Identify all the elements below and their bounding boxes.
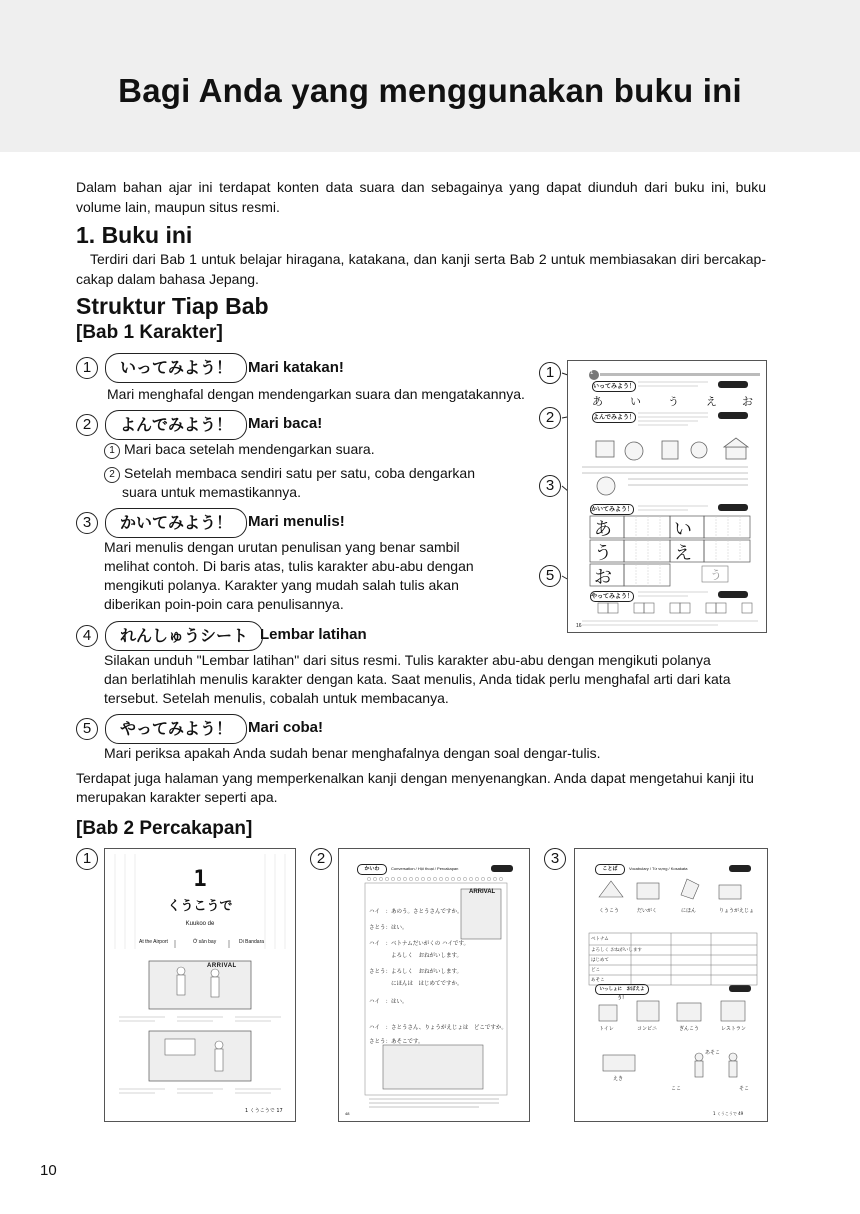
intro-paragraph: Dalam bahan ajar ini terdapat konten data suara dan sebagainya yang dapat diunduh dari buku ini, buku volume lain, maupun situs resmi. [76, 179, 766, 215]
sample-marker: 2 [539, 407, 561, 429]
lesson-sub-label: Di Bandara [239, 939, 265, 945]
demonstrative-word: そこ [739, 1086, 750, 1092]
writing-char: い [674, 519, 692, 540]
page-title: Bagi Anda yang menggunakan buku ini [118, 72, 742, 109]
step-text: tersebut. Setelah menulis, cobalah untuk membacanya. [104, 690, 449, 706]
sample-marker: 3 [544, 848, 566, 870]
writing-char: え [674, 543, 692, 564]
writing-char: う [594, 543, 612, 564]
vocab-word: りょうがえじょ [719, 908, 755, 914]
closing-text: Terdapat juga halaman yang memperkenalkan kanji dengan menyenangkan. Anda dapat mengetahui kanji itu [76, 770, 754, 786]
sample-page-number: 16 [576, 623, 582, 629]
dialogue-line: さとう：よろしく おねがいします。 [369, 969, 463, 975]
place-word: トイレ [599, 1026, 614, 1032]
step-text: Mari periksa apakah Anda sudah benar menghafalnya dengan soal dengar-tulis. [104, 745, 601, 761]
sample-marker: 5 [539, 565, 561, 587]
substep-number: 2 [104, 467, 120, 483]
step-text: Mari menulis dengan urutan penulisan yang benar sambil [104, 539, 460, 555]
step-label: Mari menulis! [248, 513, 345, 530]
mini-pill: やってみよう！ [591, 593, 634, 600]
step-number: 5 [76, 718, 98, 740]
sample-page-number: 1 くうこうで 49 [713, 1111, 744, 1116]
dialogue-line: ハイ ：あのう。さとうさんですか。 [369, 909, 463, 915]
step-number: 2 [76, 414, 98, 436]
arrival-sign: ARRIVAL [207, 963, 237, 969]
dialogue-line: よろしく おねがいします。 [369, 953, 463, 959]
substep-text-continued: suara untuk memastikannya. [122, 484, 301, 500]
step-pill-renshuu: れんしゅうシート [105, 621, 263, 651]
mini-pill: かいてみよう！ [591, 506, 634, 513]
place-word: コンビニ [637, 1026, 658, 1032]
demonstrative-word: あそこ [705, 1050, 721, 1056]
page-number: 10 [40, 1162, 57, 1179]
sample-page-number: 48 [345, 1111, 350, 1116]
sample-page-bab2-2 [338, 848, 530, 1122]
step-text: melihat contoh. Di baris atas, tulis karakter abu-abu dengan [104, 558, 474, 574]
vocab-word: だいがく [637, 908, 658, 914]
kana-char: い [630, 395, 641, 408]
lesson-romaji: Kuukoo de [185, 921, 215, 927]
vocab-table-cell: ベトナム [591, 937, 609, 942]
substep-text: 1 Mari baca setelah mendengarkan suara. [104, 439, 375, 459]
step-text: dan berlatihlah menulis karakter dengan kata. Saat menulis, Anda tidak perlu menghafal arti dari kata [104, 671, 731, 687]
kana-char: お [742, 395, 753, 408]
step-label: Mari katakan! [248, 359, 344, 376]
place-word: えき [613, 1076, 624, 1082]
step-text: Mari menghafal dengan mendengarkan suara dan mengatakannya. [107, 386, 525, 402]
demonstrative-word: ここ [671, 1086, 682, 1092]
vocab-table-cell: どこ [591, 968, 600, 973]
substep-text: 2 Setelah membaca sendiri satu per satu, coba dengarkan [104, 463, 475, 483]
vocabulary-tab-sub: Vocabulary / Từ vựng / Kosakata [629, 866, 688, 871]
kana-char: あ [592, 395, 603, 408]
vocab-table-cell: はじめて [591, 958, 609, 963]
mini-pill: よんでみよう！ [593, 414, 636, 421]
sample-marker: 1 [539, 362, 561, 384]
mini-pill: いってみよう！ [593, 383, 636, 390]
step-text: Silakan unduh "Lembar latihan" dari situs resmi. Tulis karakter abu-abu dengan mengikuti polanya [104, 652, 711, 668]
lesson-sub-label: Ở sân bay [193, 939, 217, 945]
vocabulary-tab: ことば [595, 864, 625, 875]
sample-marker: 1 [76, 848, 98, 870]
structure-heading: Struktur Tiap Bab [76, 293, 269, 319]
sample-page-bab2-3 [574, 848, 768, 1122]
dialogue-line: ハイ ：さとうさん、りょうがえじょは どこですか。 [369, 1025, 507, 1031]
bab1-heading: [Bab 1 Karakter] [76, 322, 223, 343]
vocab-table-cell: あそこ [591, 978, 605, 983]
step-number: 3 [76, 512, 98, 534]
place-word: ぎんこう [679, 1026, 700, 1032]
vocab-table-cell: よろしく おねがいします [591, 948, 642, 953]
step-label: Lembar latihan [260, 626, 367, 643]
dialogue-line: さとう：あそこです。 [369, 1039, 424, 1045]
conversation-tab-sub: Conversation / Hội thoại / Percakapan [391, 866, 459, 871]
step-pill-itte: いってみよう！ [105, 353, 247, 383]
dialogue-line: にほんは はじめてですか。 [369, 981, 463, 987]
vocab-word: にほん [681, 908, 697, 914]
step-label: Mari coba! [248, 719, 324, 736]
sample-marker: 3 [539, 475, 561, 497]
closing-text: merupakan karakter seperti apa. [76, 789, 278, 805]
step-number: 4 [76, 625, 98, 647]
step-text: diberikan poin-poin cara penulisannya. [104, 596, 344, 612]
substep-number: 1 [104, 443, 120, 459]
dialogue-line: ハイ ：ベトナムだいがくの ハイです。 [369, 941, 470, 947]
section-paragraph-buku-ini: Terdiri dari Bab 1 untuk belajar hiragana, katakana, dan kanji serta Bab 2 untuk membiasakan diri bercakap-cakap dalam bahasa Jepang. [76, 251, 766, 287]
step-label: Mari baca! [248, 415, 323, 432]
step-text: mengikuti polanya. Karakter yang mudah salah tulis akan [104, 577, 459, 593]
unit-badge: 1 [590, 370, 594, 376]
writing-char-light: う [710, 568, 723, 582]
kana-char: う [668, 395, 679, 408]
step-pill-yonde: よんでみよう！ [105, 410, 247, 440]
place-word: レストラン [721, 1026, 746, 1032]
sample-marker: 2 [310, 848, 332, 870]
lesson-sub-label: At the Airport [139, 939, 168, 945]
writing-char: あ [594, 519, 612, 540]
step-pill-kaite: かいてみよう！ [105, 508, 247, 538]
bab2-heading: [Bab 2 Percakapan] [76, 818, 253, 839]
sample-page-bab2-1 [104, 848, 296, 1122]
remember-together-tab: いっしょに おぼえよう！ [595, 984, 649, 995]
conversation-tab: かいわ [357, 864, 387, 875]
page-footer: 1 くうこうで 17 [245, 1108, 283, 1114]
dialogue-line: さとう：はい。 [369, 925, 408, 931]
vocab-word: くうこう [599, 908, 620, 914]
writing-char: お [594, 567, 612, 588]
sample-page-bab1 [567, 360, 767, 633]
step-pill-yatte: やってみよう！ [105, 714, 247, 744]
section-heading-buku-ini: 1. Buku ini [76, 222, 193, 248]
kana-char: え [706, 395, 717, 408]
step-number: 1 [76, 357, 98, 379]
lesson-number: 1 [193, 867, 207, 892]
dialogue-line: ハイ ：はい。 [369, 999, 408, 1005]
arrival-sign: ARRIVAL [469, 889, 496, 895]
lesson-title: くうこうで [167, 899, 233, 914]
